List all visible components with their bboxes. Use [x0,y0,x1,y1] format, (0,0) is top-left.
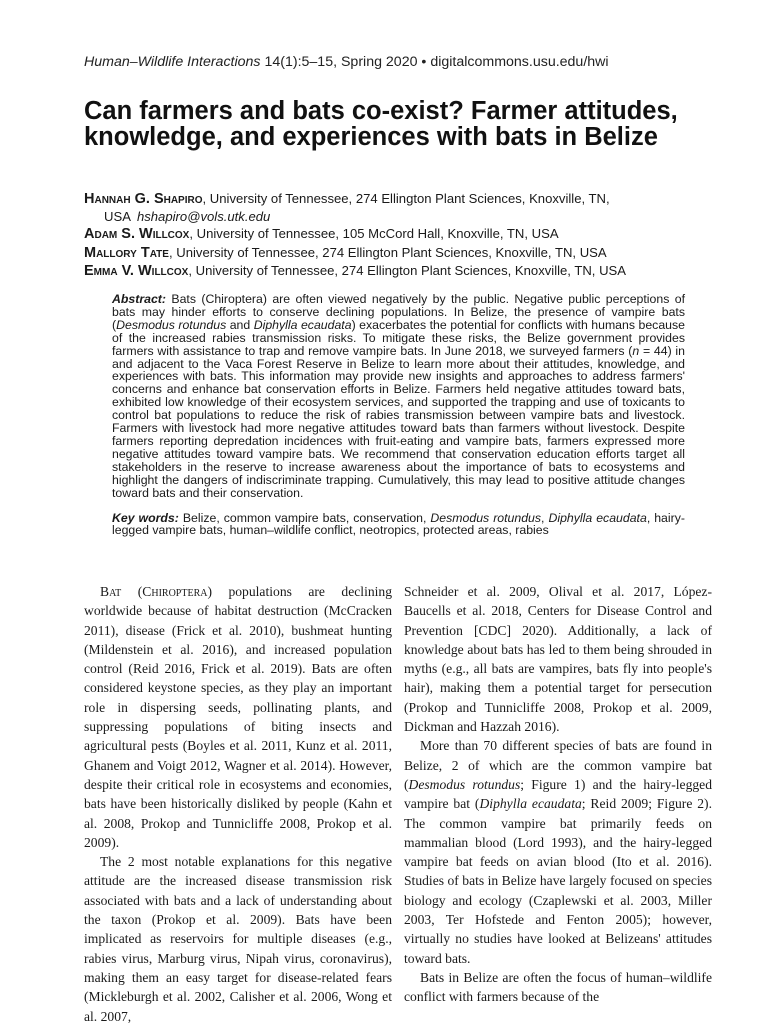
body-paragraph: The 2 most notable explanations for this negative attitude are the increased disease transmission risk associated with bats and a lack of understanding about the taxon (Prokop et al. 2009). Bats have been implicated as reservoirs for multiple diseases (e.g., rabies virus, Marburg virus, Nipah virus, coronavirus), making them an easy target for disease-related fears (Mickleburgh et al. 2002, Calisher et al. 2006, Wong et al. 2007, [84,854,392,1024]
body-paragraph-continued: Schneider et al. 2009, Olival et al. 2017, López-Baucells et al. 2018, Centers for Disease Control and Prevention [CDC] 2020). Additionally, a lack of knowledge about bats has led to them being shrouded in myths (e.g., all bats are vampires, bats fly into people's hair), making them a potential target for persecution (Prokop and Tunnicliffe 2008, Prokop et al. 2009, Dickman and Hazzah 2016). [404,584,712,735]
author-name: Hannah G. Shapiro [84,191,203,207]
abstract-label: Abstract: [112,292,166,306]
paragraph-text: ; Reid 2009; Figure 2). The common vampire bat primarily feeds on mammalian blood (Lord 1993), and the hairy-legged vampire bat feeds on avian blood (Ito et al. 2016). Studies of bats in Belize have largely focused on species biology and ecology (Czaplewski et al. 2003, Miller 2003, Ter Hofstede and Fenton 2005); however, virtually no studies have looked at Belizeans' attitudes toward bats. [404,796,712,966]
journal-issue: 14(1):5–15, Spring 2020 • digitalcommons.usu.edu/hwi [260,54,609,70]
author-entry [84,244,714,262]
keywords-part: , [541,510,549,525]
author-affiliation: , University of Tennessee, 274 Ellington Plant Sciences, Knoxville, TN, USA [168,244,607,260]
author-entry-continued [84,208,714,225]
abstract-part: Bats (Chiroptera) are often viewed negatively by the public. Negative public perceptions of bats may hinder efforts to conserve declining populations. In Belize, the presence of vampire bats ( [112,292,685,332]
author-name: Emma V. Willcox [84,262,189,279]
body-paragraph: Bats in Belize are often the focus of human–wildlife conflict with farmers because of the [404,969,712,1005]
abstract-part: ) exacerbates the potential for conflicts with humans because of the increased rabies transmission risks. To mitigate these risks, the Belize government provides farmers with assistance to trap and remove vampire bats. In June 2018, we surveyed farmers ( [112,317,685,358]
author-email: hshapiro@vols.utk.edu [136,209,271,225]
keywords-part: , hairy-legged vampire bats, human–wildlife conflict, neotropics, protected areas, rabies [112,510,685,538]
abstract-part: and [226,317,254,332]
species-name: Diphylla ecaudata [253,317,352,332]
author-affiliation: , University of Tennessee, 105 McCord Hall, Knoxville, TN, USA [189,226,559,242]
body-column-left [84,582,392,1026]
author-entry [84,190,714,208]
author-name: Mallory Tate [84,244,169,261]
keywords [112,512,685,538]
article-title: Can farmers and bats co-exist? Farmer attitudes, knowledge, and experiences with bats in Belize [84,97,678,151]
keywords-part: Belize, common vampire bats, conservation, [178,510,431,525]
author-entry [84,225,714,243]
body-column-right [404,582,712,1007]
species-name: Desmodus rotundus [430,510,542,525]
abstract-part: = 44) in and adjacent to the Vaca Forest Reserve in Belize to learn more about their attitudes, knowledge, and experiences with bats. This information may provide new insights and approaches to address farmers' concerns and enhance bat conservation efforts in Belize. Farmers held negative attitudes toward bats, exhibited low knowledge of their ecosystem services, and supported the trapping and use of toxicants to control bat populations to reduce the risk of rabies transmission between vampire bats and livestock. Farmers with livestock had more negative attitudes toward bats than farmers without livestock. Despite farmers reporting depredation incidences with fruit-eating and vampire bats, farmers expressed more negative attitudes toward vampire bats. We recommend that conservation education efforts target all stakeholders in the reserve to increase awareness about the importance of bats to ecosystems and highlight the dangers of indiscriminate trapping. Cumulatively, this may lead to positive attitude changes toward bats and their conservation. [112,343,685,500]
author-entry [84,262,714,280]
body-paragraph [84,582,392,852]
abstract-text [112,293,685,500]
author-affiliation: , University of Tennessee, 274 Ellington Plant Sciences, Knoxville, TN, USA [188,262,626,278]
body-paragraph [404,736,712,968]
journal-citation-line [84,54,704,70]
author-name: Adam S. Willcox [84,226,190,243]
author-affiliation-continued: USA [104,209,131,225]
paragraph-text: More than 70 different species of bats are found in Belize, 2 of which are the common vampire bat ( [404,738,712,792]
author-affiliation: , University of Tennessee, 274 Ellington Plant Sciences, Knoxville, TN, [202,191,610,206]
sample-size-symbol: n [632,343,640,358]
journal-name: Human–Wildlife Interactions [84,54,261,70]
species-name: Diphylla ecaudata [479,796,582,812]
species-name: Desmodus rotundus [116,317,227,332]
paragraph-text: populations are declining worldwide because of habitat destruction (McCracken 2011), disease (Frick et al. 2010), bushmeat hunting (Mildenstein et al. 2016), and increased population control (Reid 2016, Frick et al. 2019). Bats are often considered keystone species, as they play an important role in dispersing seeds, pollinating plants, and suppressing populations of biting insects and agricultural pests (Boyles et al. 2011, Kunz et al. 2011, Ghanem and Voigt 2012, Wagner et al. 2014). However, despite their critical role in ecosystems and economies, bats have been historically disliked by people (Kahn et al. 2008, Prokop and Tunnicliffe 2008, Prokop et al. 2009). [84,584,393,850]
species-name: Desmodus rotundus [408,776,521,792]
abstract-block [112,293,685,537]
author-list [84,190,714,280]
paragraph-lead-in: Bat (Chiroptera) [100,584,212,599]
species-name: Diphylla ecaudata [548,510,647,525]
keywords-label: Key words: [112,510,179,525]
paragraph-text: ; Figure 1) and the hairy-legged vampire bat ( [404,776,713,812]
